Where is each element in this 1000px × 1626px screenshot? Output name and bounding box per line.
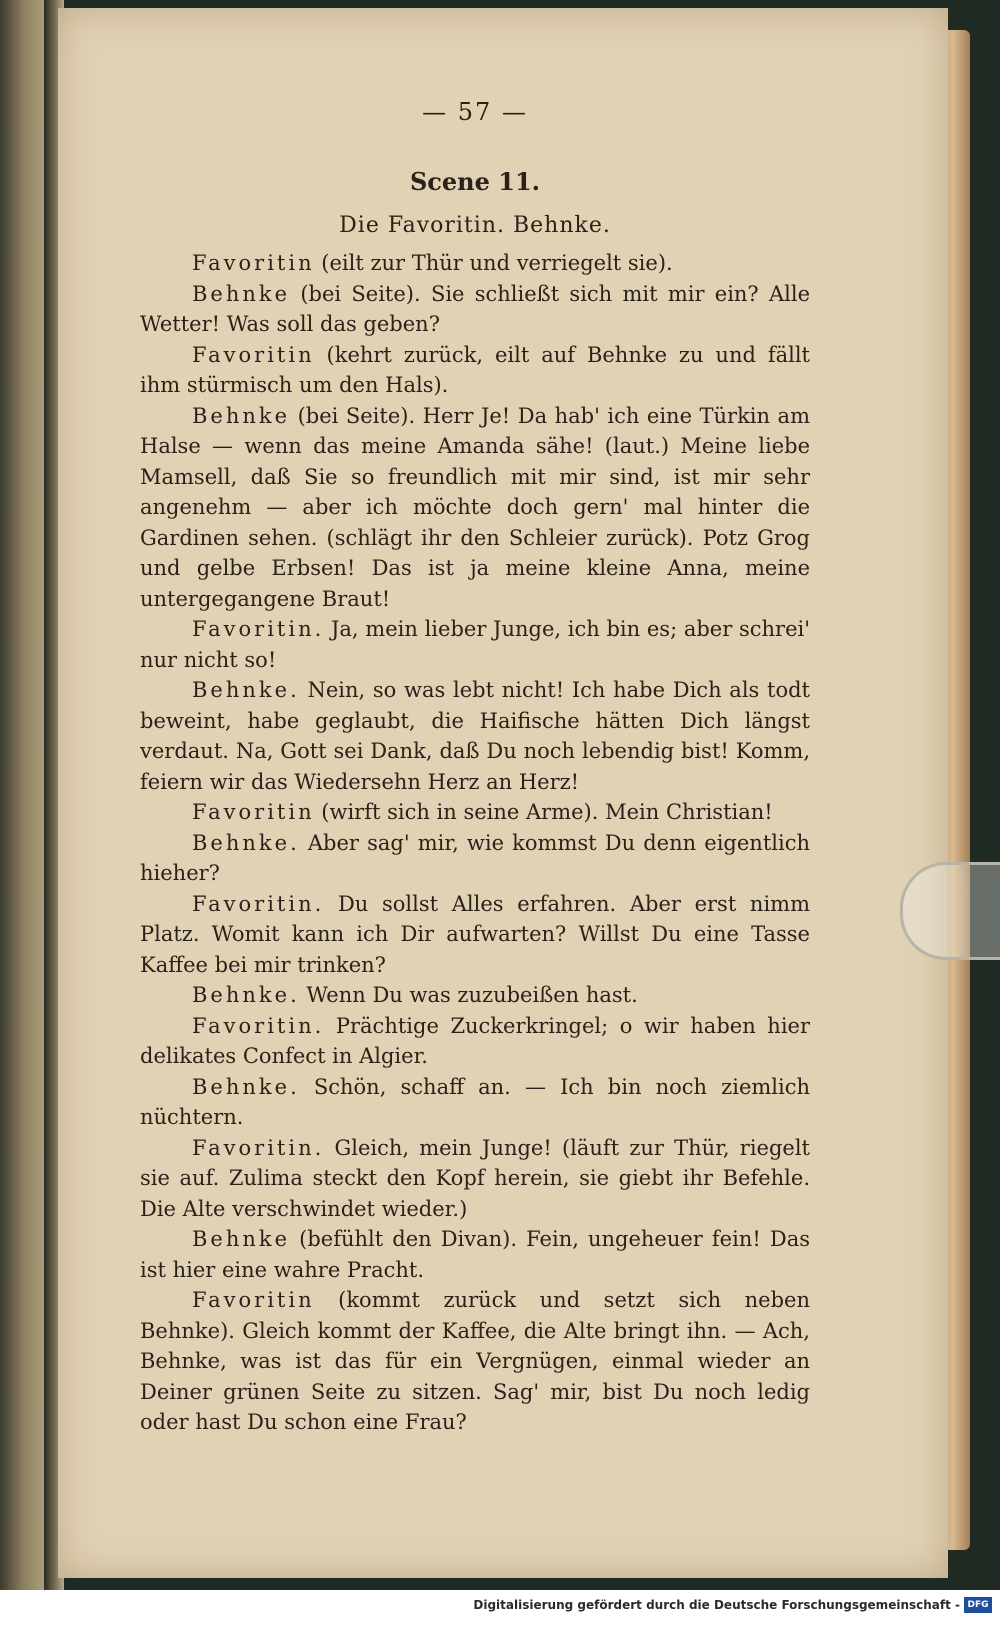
speaker-name: Behnke xyxy=(192,1227,291,1251)
speaker-name: Favoritin. xyxy=(192,617,325,641)
dfg-logo: DFG xyxy=(964,1597,992,1613)
dialogue-text: Prächtige Zuckerkringel; o wir haben hier delikates Confect in Algier. xyxy=(140,1013,810,1068)
dialogue-paragraph xyxy=(140,889,810,981)
speaker-name: Behnke xyxy=(192,281,291,306)
funding-credit: Digitalisierung gefördert durch die Deutsche Forschungsgemeinschaft - xyxy=(473,1598,960,1612)
dialogue-paragraph xyxy=(140,675,810,797)
dialogue-paragraph xyxy=(140,1224,810,1285)
dialogue-text: Nein, so was lebt nicht! Ich habe Dich als todt beweint, habe geglaubt, die Haifische hätten Dich längst verdaut. Na, Gott sei Dank, daß Du noch lebendig bist! Komm, feiern wir das Wiedersehn Herz an Herz! xyxy=(140,678,810,794)
dialogue-paragraph xyxy=(140,1133,810,1225)
speaker-name: Favoritin xyxy=(192,342,315,367)
speaker-name: Favoritin. xyxy=(192,1013,325,1038)
dialogue xyxy=(140,248,810,1438)
speaker-name: Favoritin xyxy=(192,800,315,824)
dialogue-text: (befühlt den Divan). Fein, ungeheuer fein! Das ist hier eine wahre Pracht. xyxy=(140,1227,810,1282)
speaker-name: Favoritin xyxy=(192,1288,315,1312)
dialogue-paragraph xyxy=(140,340,810,401)
page-text xyxy=(140,90,810,1438)
dialogue-paragraph xyxy=(140,1285,810,1438)
speaker-name: Favoritin xyxy=(192,251,315,275)
speaker-name: Favoritin. xyxy=(192,891,325,916)
dialogue-paragraph xyxy=(140,1011,810,1072)
dialogue-paragraph xyxy=(140,797,810,828)
dialogue-text: Schön, schaff an. — Ich bin noch ziemlich nüchtern. xyxy=(140,1074,810,1129)
dialogue-paragraph xyxy=(140,248,810,279)
speaker-name: Behnke xyxy=(192,403,291,428)
dialogue-text: (bei Seite). Sie schließt sich mit mir ein? Alle Wetter! Was soll das geben? xyxy=(140,281,810,336)
dialogue-paragraph xyxy=(140,980,810,1011)
dialogue-text: Aber sag' mir, wie kommst Du denn eigentlich hieher? xyxy=(140,830,810,885)
dialogue-paragraph xyxy=(140,279,810,340)
dialogue-text: (kehrt zurück, eilt auf Behnke zu und fällt ihm stürmisch um den Hals). xyxy=(140,342,810,397)
scene-title: Scene 11. xyxy=(409,167,541,196)
dialogue-paragraph xyxy=(140,828,810,889)
scene-persons: Die Favoritin. Behnke. xyxy=(339,213,611,238)
dialogue-text: (wirft sich in seine Arme). Mein Christian! xyxy=(314,800,773,824)
speaker-name: Favoritin. xyxy=(192,1135,325,1160)
dialogue-text: Gleich, mein Junge! (läuft zur Thür, riegelt sie auf. Zulima steckt den Kopf herein, sie giebt ihr Befehle. Die Alte verschwindet wieder.) xyxy=(140,1135,810,1221)
page-clip-tab xyxy=(900,862,1000,960)
dialogue-paragraph xyxy=(140,614,810,675)
footer-bar xyxy=(0,1590,1000,1626)
dialogue-text: Du sollst Alles erfahren. Aber erst nimm Platz. Womit kann ich Dir aufwarten? Willst Du eine Tasse Kaffee bei mir trinken? xyxy=(140,891,810,977)
dialogue-text: Wenn Du was zuzubeißen hast. xyxy=(299,983,638,1007)
dialogue-text: (eilt zur Thür und verriegelt sie). xyxy=(314,251,673,275)
speaker-name: Behnke. xyxy=(192,983,300,1007)
speaker-name: Behnke. xyxy=(192,830,300,855)
dialogue-text: Ja, mein lieber Junge, ich bin es; aber schrei' nur nicht so! xyxy=(140,617,810,672)
speaker-name: Behnke. xyxy=(192,1074,300,1099)
dialogue-text: (kommt zurück und setzt sich neben Behnke). Gleich kommt der Kaffee, die Alte bringt ihn. — Ach, Behnke, was ist das für ein Vergnügen, einmal wieder an Deiner grünen Seite zu sitzen. Sag' mir, bist Du noch ledig oder hast Du schon eine Frau? xyxy=(140,1288,810,1434)
page-number: — 57 — xyxy=(422,98,528,126)
dialogue-paragraph xyxy=(140,401,810,615)
dialogue-paragraph xyxy=(140,1072,810,1133)
speaker-name: Behnke. xyxy=(192,678,300,702)
dialogue-text: (bei Seite). Herr Je! Da hab' ich eine Türkin am Halse — wenn das meine Amanda sähe! (laut.) Meine liebe Mamsell, daß Sie so freundlich mit mir sind, ist mir sehr angenehm — aber ich möchte doch gern' mal hinter die Gardinen sehen. (schlägt ihr den Schleier zurück). Potz Grog und gelbe Erbsen! Das ist ja meine kleine Anna, meine untergegangene Braut! xyxy=(140,403,810,611)
